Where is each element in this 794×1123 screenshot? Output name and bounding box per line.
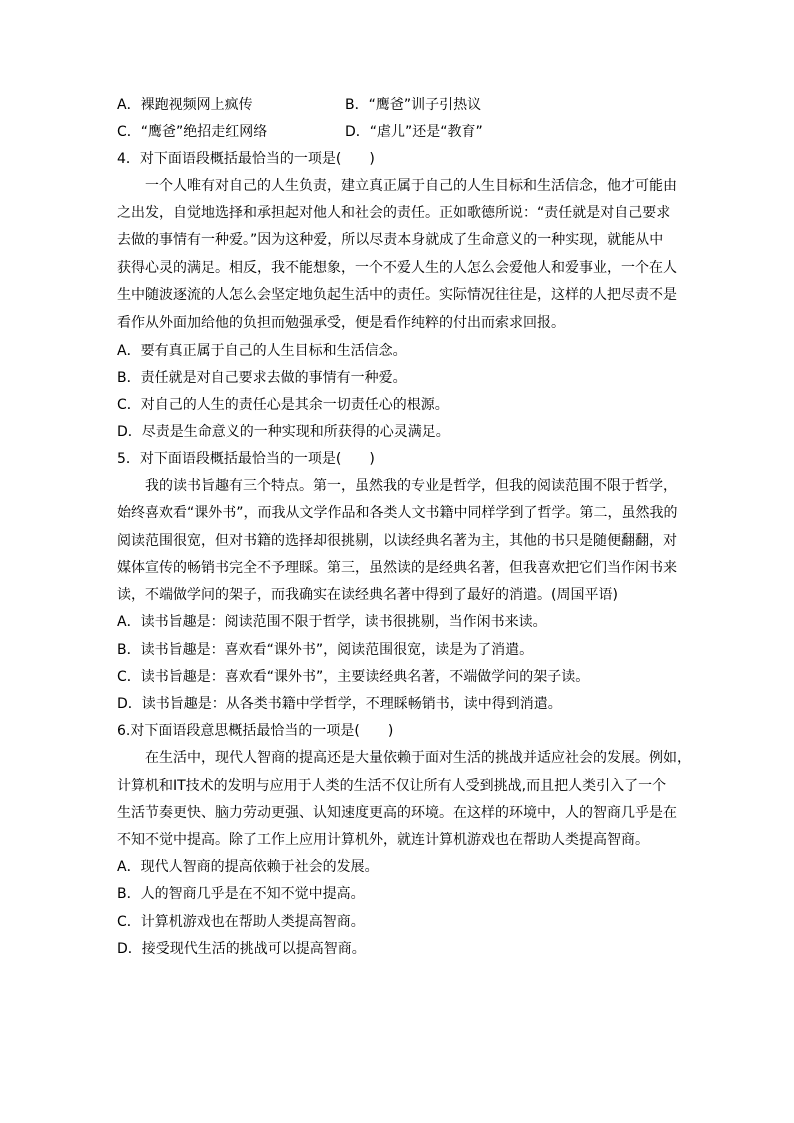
q4-option-a: A．要有真正属于自己的人生目标和生活信念。 [117, 343, 407, 359]
q4-passage-line: 去做的事情有一种爱。”因为这种爱，所以尽责本身就成了生命意义的一种实现，就能从中 [117, 232, 664, 248]
q3-option-a: A．裸跑视频网上疯传 [117, 97, 253, 113]
q5-passage-line: 读，不端做学问的架子，而我确实在读经典名著中得到了最好的消遣。(周国平语) [117, 587, 618, 603]
q5-passage-line: 我的读书旨趣有三个特点。第一，虽然我的专业是哲学，但我的阅读范围不限于哲学， [145, 478, 677, 494]
q4-passage-line: 获得心灵的满足。相反，我不能想象，一个不爱人生的人怎么会爱他人和爱事业，一个在人 [117, 260, 677, 276]
q6-option-c: C．计算机游戏也在帮助人类提高智商。 [117, 914, 365, 930]
q5-stem: 5．对下面语段概括最恰当的一项是( ) [117, 451, 375, 467]
q6-passage-line: 不知不觉中提高。除了工作上应用计算机外，就连计算机游戏也在帮助人类提高智商。 [117, 832, 649, 848]
q6-passage-line: 在生活中，现代人智商的提高还是大量依赖于面对生活的挑战并适应社会的发展。例如， [145, 750, 691, 766]
q5-option-a: A．读书旨趣是：阅读范围不限于哲学，读书很挑剔，当作闲书来读。 [117, 614, 547, 630]
q6-option-b: B．人的智商几乎是在不知不觉中提高。 [117, 886, 365, 902]
q4-option-b: B．责任就是对自己要求去做的事情有一种爱。 [117, 370, 407, 386]
q3-option-b: B．“鹰爸”训子引热议 [345, 97, 482, 113]
q6-passage-line: 计算机和IT技术的发明与应用于人类的生活不仅让所有人受到挑战,而且把人类引入了一个 [117, 778, 667, 794]
q6-option-d: D．接受现代生活的挑战可以提高智商。 [117, 941, 366, 957]
q4-passage-line: 看作从外面加给他的负担而勉强承受，便是看作纯粹的付出而索求回报。 [117, 315, 565, 331]
q5-passage-line: 媒体宣传的畅销书完全不予理睬。第三，虽然读的是经典名著，但我喜欢把它们当作闲书来 [117, 560, 677, 576]
q4-option-c: C．对自己的人生的责任心是其余一切责任心的根源。 [117, 397, 449, 413]
q6-option-a: A．现代人智商的提高依赖于社会的发展。 [117, 859, 379, 875]
q6-stem: 6.对下面语段意思概括最恰当的一项是( ) [117, 723, 394, 739]
q4-option-d: D．尽责是生命意义的一种实现和所获得的心灵满足。 [117, 424, 450, 440]
q4-passage-line: 之出发，自觉地选择和承担起对他人和社会的责任。正如歌德所说：“责任就是对自己要求 [117, 205, 671, 221]
q5-passage-line: 始终喜欢看“课外书”，而我从文学作品和各类人文书籍中同样学到了哲学。第二，虽然我的 [117, 505, 678, 521]
q4-passage-line: 一个人唯有对自己的人生负责，建立真正属于自己的人生目标和生活信念，他才可能由 [145, 178, 677, 194]
q5-option-b: B．读书旨趣是：喜欢看“课外书”，阅读范围很宽，读是为了消遣。 [117, 642, 534, 658]
q3-option-d: D．“虐儿”还是“教育” [345, 124, 483, 140]
q5-option-d: D．读书旨趣是：从各类书籍中学哲学，不理睬畅销书，读中得到消遣。 [117, 696, 562, 712]
q4-stem: 4．对下面语段概括最恰当的一项是( ) [117, 151, 375, 167]
q3-option-c: C．“鹰爸”绝招走红网络 [117, 124, 268, 140]
q6-passage-line: 生活节奏更快、脑力劳动更强、认知速度更高的环境。在这样的环境中，人的智商几乎是在 [117, 805, 677, 821]
q5-passage-line: 阅读范围很宽，但对书籍的选择却很挑剔，以读经典名著为主，其他的书只是随便翻翻，对 [117, 533, 677, 549]
q4-passage-line: 生中随波逐流的人怎么会坚定地负起生活中的责任。实际情况往往是，这样的人把尽责不是 [117, 287, 677, 303]
q5-option-c: C．读书旨趣是：喜欢看“课外书”，主要读经典名著，不端做学问的架子读。 [117, 669, 590, 685]
